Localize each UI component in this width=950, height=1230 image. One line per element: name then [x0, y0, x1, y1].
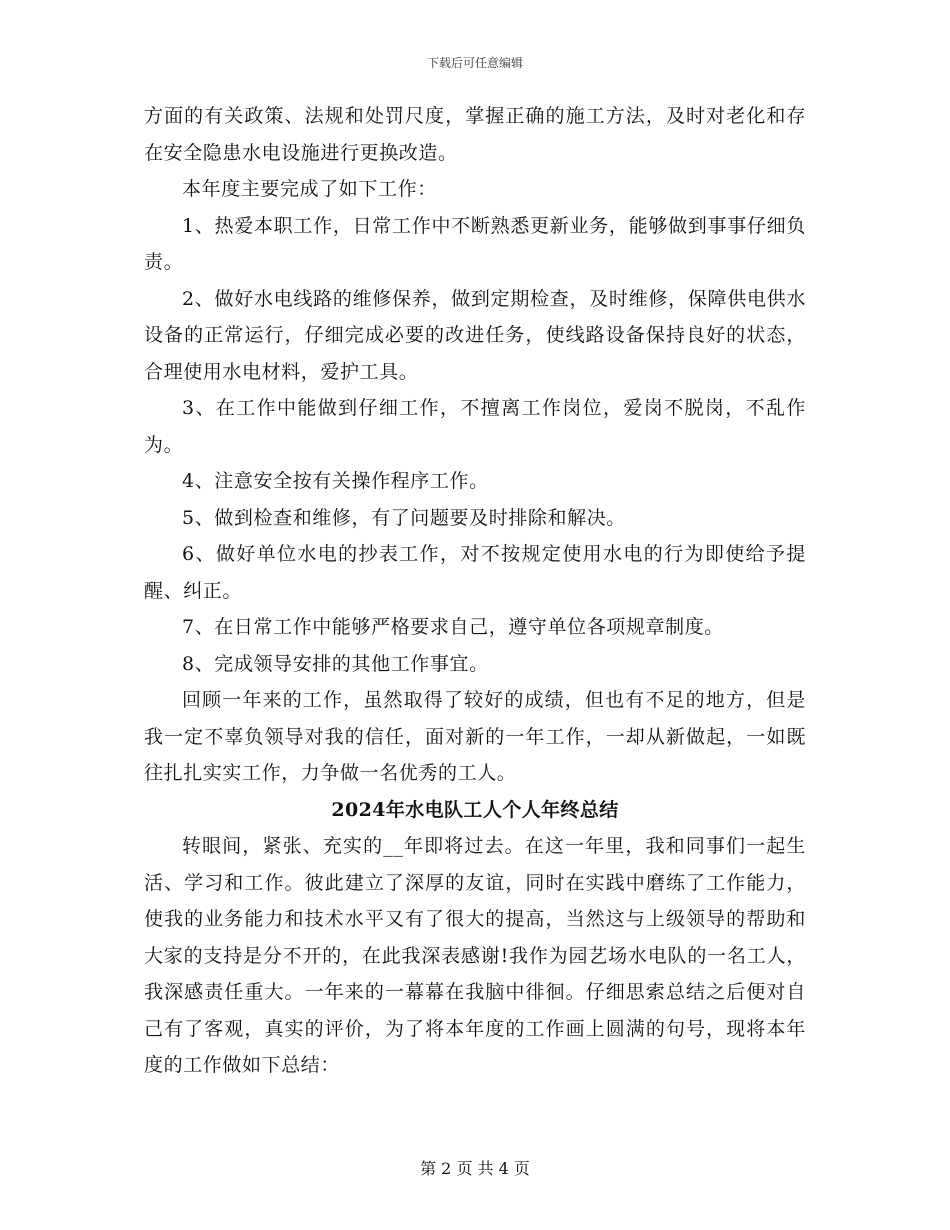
- list-item: 8、完成领导安排的其他工作事宜。: [182, 652, 489, 675]
- list-item: 3、在工作中能做到仔细工作，不擅离工作岗位，爱岗不脱岗，不乱作为。: [144, 397, 806, 456]
- page-header-note: 下载后可任意编辑: [426, 56, 523, 70]
- list-item: 4、注意安全按有关操作程序工作。: [182, 470, 489, 492]
- list-item: 2、做好水电线路的维修保养，做到定期检查，及时维修，保障供电供水设备的正常运行，仔细完成必要的改进任务，使线路设备保持良好的状态，合理使用水电材料，爱护工具。: [144, 287, 806, 383]
- paragraph: 转眼间，紧张、充实的__年即将过去。在这一年里，我和同事们一起生活、学习和工作。彼此建立了深厚的友谊，同时在实践中磨练了工作能力，使我的业务能力和技术水平又有了很大的提高，当然这与上级领导的帮助和大家的支持是分不开的，在此我深表感谢!我作为园艺场水电队的一名工人，我深感责任重大。一年来的一幕幕在我脑中徘徊。仔细思索总结之后便对自己有了客观，真实的评价，为了将本年度的工作画上圆满的句号，现将本年度的工作做如下总结：: [144, 835, 806, 1076]
- list-item: 5、做到检查和维修，有了问题要及时排除和解决。: [182, 506, 626, 529]
- paragraph: 方面的有关政策、法规和处罚尺度，掌握正确的施工方法，及时对老化和存在安全隐患水电设施进行更换改造。: [144, 105, 806, 164]
- paragraph: 回顾一年来的工作，虽然取得了较好的成绩，但也有不足的地方，但是我一定不辜负领导对我的信任，面对新的一年工作，一却从新做起，一如既往扎扎实实工作，力争做一名优秀的工人。: [144, 689, 806, 784]
- section-title: 2024年水电队工人个人年终总结: [331, 798, 619, 821]
- paragraph: 本年度主要完成了如下工作：: [182, 178, 437, 200]
- document-body: [144, 98, 806, 1084]
- list-item: 6、做好单位水电的抄表工作，对不按规定使用水电的行为即使给予提醒、纠正。: [144, 543, 806, 602]
- list-item: 7、在日常工作中能够严格要求自己，遵守单位各项规章制度。: [182, 616, 724, 638]
- list-item: 1、热爱本职工作，日常工作中不断熟悉更新业务，能够做到事事仔细负责。: [144, 214, 806, 273]
- page-number: 第 2 页 共 4 页: [420, 1159, 530, 1178]
